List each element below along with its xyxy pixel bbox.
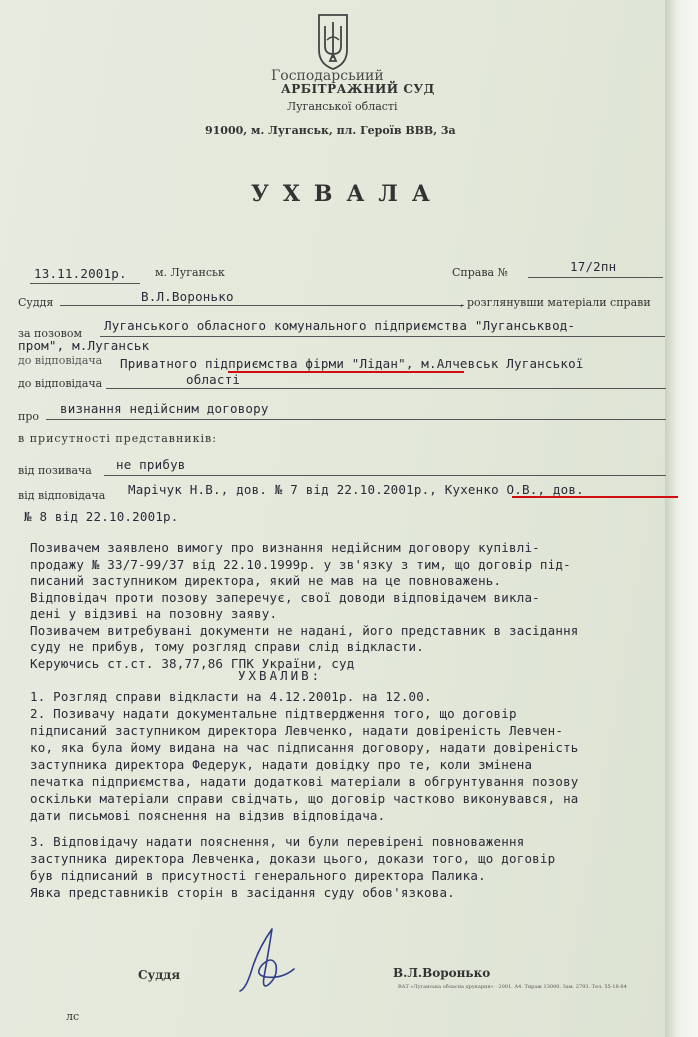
from-defendant-value-2: № 8 від 22.10.2001р. [24,509,179,524]
resolution-line: 1. Розгляд справи відкласти на 4.12.2001р. на 12.00. [30,689,432,704]
from-defendant-value: Марічук Н.В., дов. № 7 від 22.10.2001р., Кухенко О.В., дов. [128,482,584,497]
presence-label: в присутності представників: [18,432,217,445]
resolution-line: дати письмові пояснення на відзив відповідача. [30,808,386,823]
resolution-line [30,824,579,833]
case-label: Справа № [452,266,509,279]
resolution-line: оскільки матеріали справи свідчать, що договір частково виконувався, на [30,791,579,806]
page-edge [665,0,698,1037]
printer-note: ВАТ «Луганська обласна друкарня» · 2001. А4. Тираж 13000. Зам. 2793. Тел. 55-18-84 [398,984,627,990]
from-plaintiff-value: не прибув [116,457,186,472]
date-value: 13.11.2001р. [34,266,127,281]
resolution-line: ко, яка була йому видана на час підписання договору, надати довіреність [30,740,579,755]
defendant-value-2: області [186,372,241,387]
resolution-title: УХВАЛИВ: [238,668,323,683]
body-line: суду не прибув, тому розгляд справи слід відкласти. [30,639,425,654]
plaintiff-value: Луганського обласного комунального підприємства "Луганськвод- [104,318,576,333]
defendant-label-1: до відповідача [18,354,103,367]
resolution-line: 3. Відповідачу надати пояснення, чи були перевірені повноваження [30,834,525,849]
defendant-value: Приватного підприємства фірми "Лідан", м.Алчевськ Луганської [120,356,584,371]
court-name: АРБІТРАЖНИЙ СУД [281,82,435,96]
judge-suffix: , розглянувши матеріали справи [460,296,651,309]
resolution-line: був підписаний в присутності генерального директора Палика. [30,868,486,883]
body-line: Відповідач проти позову заперечує, свої доводи відповідачем викла- [30,589,540,605]
subject-value: визнання недійсним договору [60,401,269,416]
resolution-line: Явка представників сторін в засідання суду обов'язкова. [30,885,455,900]
plaintiff-value-2: пром", м.Луганськ [18,338,150,353]
case-value: 17/2пн [570,259,617,274]
resolution-text [30,688,579,901]
from-defendant-label: від відповідача [18,489,106,502]
initials: лс [66,1010,80,1023]
from-plaintiff-label: від позивача [18,464,92,477]
body-line: дені у відзиві на позовну заяву. [30,606,278,621]
plaintiff-label: за позовом [18,327,83,340]
body-line: продажу № 33/7-99/37 від 22.10.1999р. у зв'язку з тим, що договір під- [30,556,571,572]
body-line: писаний заступником директора, який не мав на це повноважень. [30,573,502,588]
resolution-line: заступника директора Левченка, докази цього, докази того, що договір [30,851,556,866]
signature-icon [232,925,302,997]
court-region: Луганської області [287,100,398,113]
body-text [30,540,579,672]
trident-emblem-icon [316,12,350,72]
defendant-label-2: до відповідача [18,377,103,390]
court-struck-word: Господарсьиий [271,68,384,84]
body-line: Позивачем витребувані документи не надані, його представник в засідання [30,622,579,638]
judge-value: В.Л.Воронько [141,289,234,304]
court-address: 91000, м. Луганськ, пл. Героїв ВВВ, 3а [205,124,456,137]
document-title: УХВАЛА [251,181,444,207]
resolution-line: заступника директора Федерук, надати довідку про те, коли змінена [30,757,533,772]
resolution-line: підписаний заступником директора Левченко, надати довіреність Левчен- [30,723,564,738]
subject-label: про [18,410,39,423]
footer-judge-label: Суддя [138,968,181,982]
judge-label: Суддя [18,296,54,309]
resolution-line: 2. Позивачу надати документальне підтвердження того, що договір [30,706,517,721]
city: м. Луганськ [155,266,225,279]
body-line: Позивачем заявлено вимогу про визнання недійсним договору купівлі- [30,540,540,555]
resolution-line: печатка підприємства, надати додаткові матеріали в обгрунтування позову [30,774,579,789]
body-line: Керуючись ст.ст. 38,77,86 ГПК України, суд [30,655,355,671]
footer-judge-name: В.Л.Воронько [393,966,491,980]
